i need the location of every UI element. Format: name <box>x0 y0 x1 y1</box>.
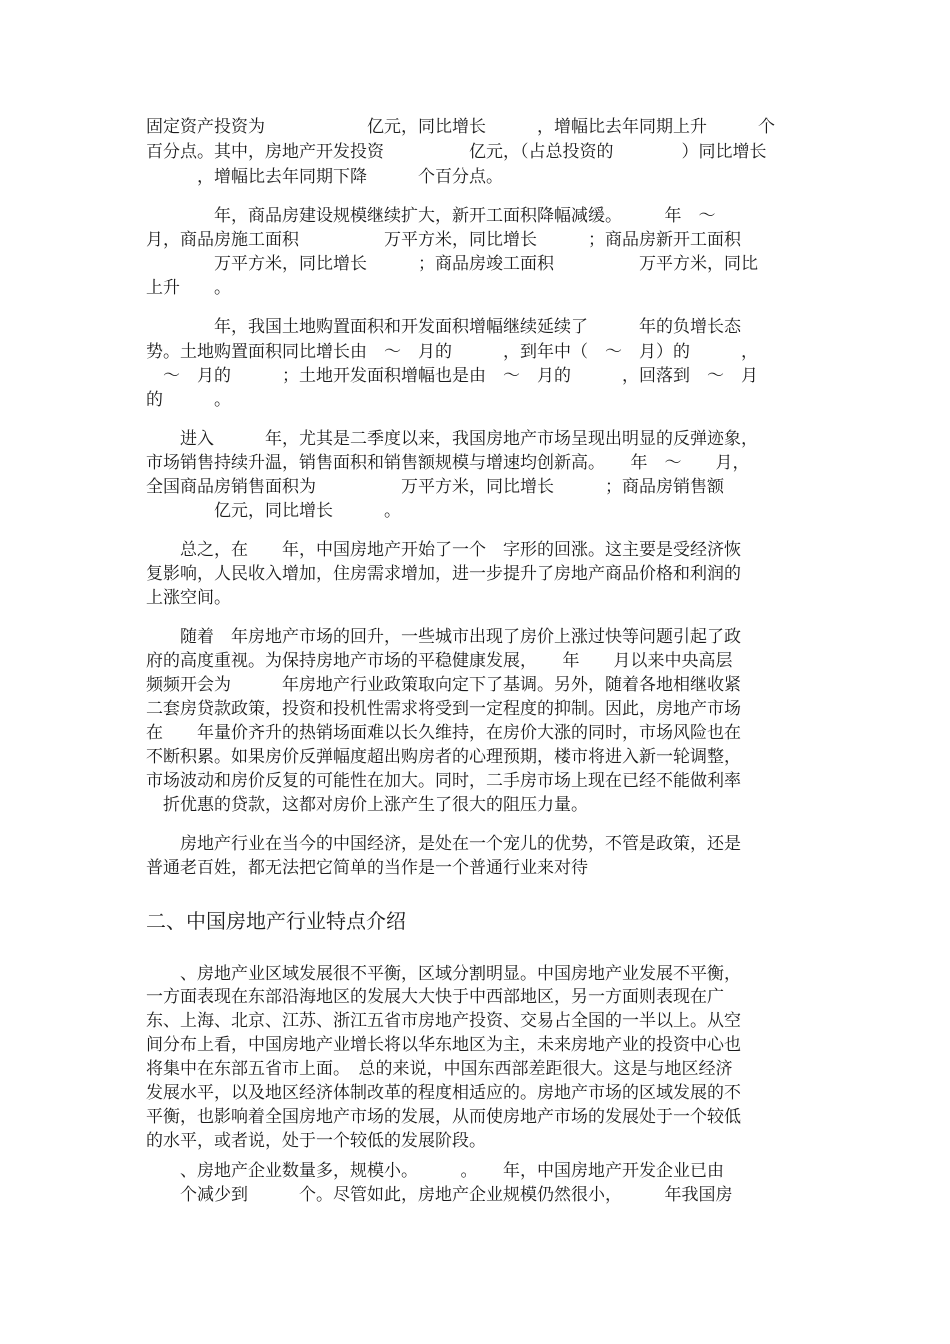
section-paragraph-1-line-2: 一方面表现在东部沿海地区的发展大大快于中西部地区，另一方面则表现在广 <box>146 987 724 1007</box>
paragraph-1-line-3: ，增幅比去年同期下降 个百分点。 <box>146 167 503 187</box>
section-paragraph-2-line-1: 、房地产企业数量多，规模小。 。 年，中国房地产开发企业已由 <box>146 1161 724 1181</box>
paragraph-1-line-2: 百分点。其中，房地产开发投资 亿元，（占总投资的 ）同比增长 <box>146 142 767 162</box>
paragraph-6-line-3: 频频开会为 年房地产行业政策取向定下了基调。另外，随着各地相继收紧 <box>146 675 741 695</box>
paragraph-3-line-3: ～ 月的 ；土地开发面积增幅也是由 ～ 月的 ，回落到 ～ 月 <box>146 366 758 386</box>
section-paragraph-1-line-1: 、房地产业区域发展很不平衡，区域分割明显。中国房地产业发展不平衡， <box>146 964 741 984</box>
paragraph-6-line-6: 不断积累。如果房价反弹幅度超出购房者的心理预期，楼市将进入新一轮调整， <box>146 747 741 767</box>
paragraph-4-line-1: 进入 年，尤其是二季度以来，我国房地产市场呈现出明显的反弹迹象， <box>146 429 758 449</box>
paragraph-6-line-8: 折优惠的贷款，这都对房价上涨产生了很大的阻压力量。 <box>146 795 588 815</box>
section-paragraph-1-line-8: 的水平，或者说，处于一个较低的发展阶段。 <box>146 1131 486 1151</box>
section-paragraph-1-line-4: 间分布上看，中国房地产业增长将以华东地区为主，未来房地产业的投资中心也 <box>146 1035 741 1055</box>
paragraph-4-line-2: 市场销售持续升温，销售面积和销售额规模与增速均创新高。 年 ～ 月， <box>146 453 750 473</box>
section-paragraph-1-line-5: 将集中在东部五省市上面。 总的来说，中国东西部差距很大。这是与地区经济 <box>146 1059 733 1079</box>
paragraph-6-line-5: 在 年量价齐升的热销场面难以长久维持，在房价大涨的同时，市场风险也在 <box>146 723 741 743</box>
paragraph-6-line-1: 随着 年房地产市场的回升，一些城市出现了房价上涨过快等问题引起了政 <box>146 627 741 647</box>
section-paragraph-1-line-6: 发展水平，以及地区经济体制改革的程度相适应的。房地产市场的区域发展的不 <box>146 1083 741 1103</box>
section-heading: 二、中国房地产行业特点介绍 <box>146 909 406 933</box>
paragraph-2-line-1: 年，商品房建设规模继续扩大，新开工面积降幅减缓。 年 ～ <box>146 206 716 226</box>
paragraph-6-line-4: 二套房贷款政策，投资和投机性需求将受到一定程度的抑制。因此，房地产市场 <box>146 699 741 719</box>
paragraph-4-line-3: 全国商品房销售面积为 万平方米，同比增长 ；商品房销售额 <box>146 477 724 497</box>
paragraph-7-line-2: 普通老百姓，都无法把它简单的当作是一个普通行业来对待 <box>146 858 588 878</box>
paragraph-2-line-3: 万平方米，同比增长 ；商品房竣工面积 万平方米，同比 <box>146 254 758 274</box>
section-paragraph-2-line-2: 个减少到 个。尽管如此，房地产企业规模仍然很小， 年我国房 <box>146 1185 733 1205</box>
paragraph-4-line-4: 亿元，同比增长 。 <box>146 501 401 521</box>
paragraph-6-line-7: 市场波动和房价反复的可能性在加大。同时，二手房市场上现在已经不能做利率 <box>146 771 741 791</box>
paragraph-5-line-1: 总之，在 年，中国房地产开始了一个 字形的回涨。这主要是受经济恢 <box>146 540 741 560</box>
paragraph-6-line-2: 府的高度重视。为保持房地产市场的平稳健康发展， 年 月以来中央高层 <box>146 651 733 671</box>
paragraph-2-line-2: 月，商品房施工面积 万平方米，同比增长 ；商品房新开工面积 <box>146 230 741 250</box>
paragraph-3-line-2: 势。土地购置面积同比增长由 ～ 月的 ，到年中（ ～ 月）的 ， <box>146 342 758 362</box>
section-paragraph-1-line-7: 平衡，也影响着全国房地产市场的发展，从而使房地产市场的发展处于一个较低 <box>146 1107 741 1127</box>
paragraph-1-line-1: 固定资产投资为 亿元，同比增长 ，增幅比去年同期上升 个 <box>146 117 775 137</box>
paragraph-3-line-4: 的 。 <box>146 390 231 410</box>
paragraph-7-line-1: 房地产行业在当今的中国经济，是处在一个宠儿的优势，不管是政策，还是 <box>146 834 741 854</box>
paragraph-5-line-3: 上涨空间。 <box>146 588 231 608</box>
section-paragraph-1-line-3: 东、上海、北京、江苏、浙江五省市房地产投资、交易占全国的一半以上。从空 <box>146 1011 741 1031</box>
paragraph-3-line-1: 年，我国土地购置面积和开发面积增幅继续延续了 年的负增长态 <box>146 317 741 337</box>
paragraph-5-line-2: 复影响，人民收入增加，住房需求增加，进一步提升了房地产商品价格和利润的 <box>146 564 741 584</box>
paragraph-2-line-4: 上升 。 <box>146 278 231 298</box>
